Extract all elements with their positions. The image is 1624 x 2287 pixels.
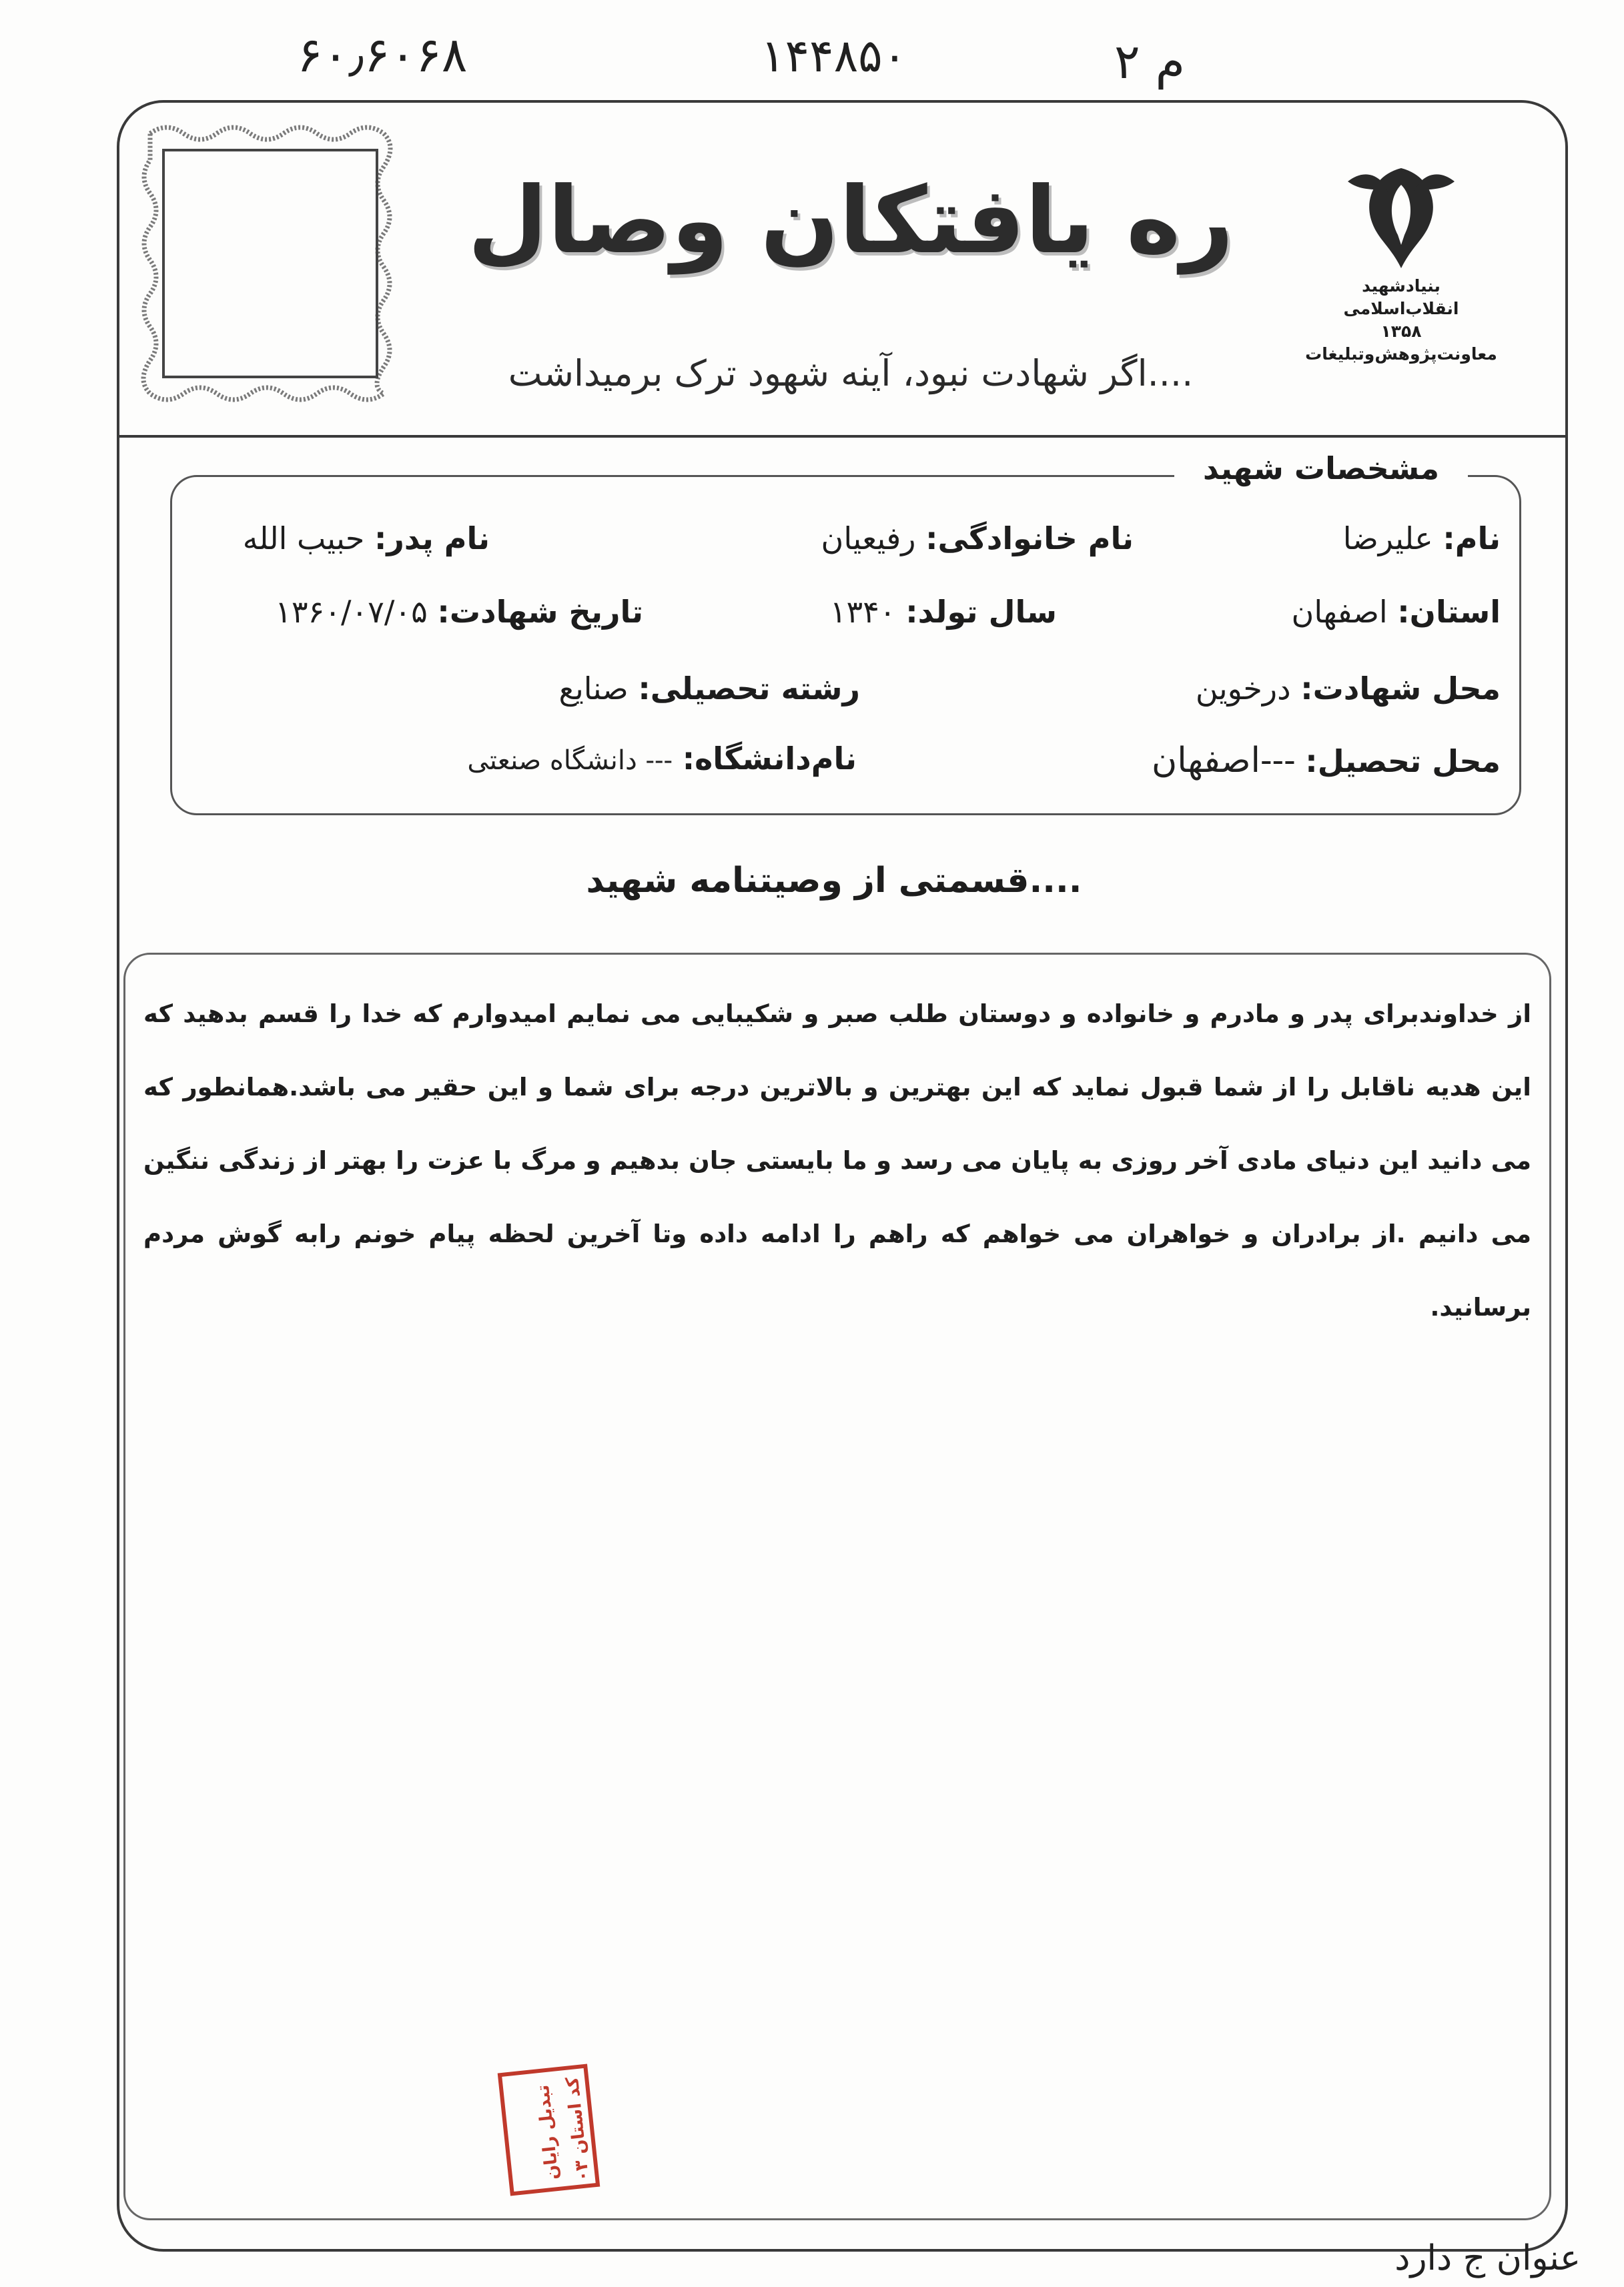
field-father-value: حبیب الله [242, 520, 365, 556]
field-father-label: نام پدر: [374, 520, 490, 556]
field-birth-year-label: سال تولد: [905, 594, 1057, 630]
handwritten-number-center: ۱۴۴۸۵۰ [761, 30, 907, 83]
field-province-value: اصفهان [1291, 594, 1388, 630]
field-study-place-label: محل تحصیل: [1305, 743, 1501, 779]
tulip-emblem-icon [1334, 155, 1468, 275]
photo-placeholder-frame [123, 113, 417, 414]
field-martyrdom-date-label: تاریخ شهادت: [437, 594, 643, 630]
field-study-place-value: ---اصفهان [1152, 741, 1296, 781]
stamp-line2: کد استان ۰۳ [562, 2076, 594, 2183]
logo-line1: بنیادشهید [1362, 276, 1441, 296]
field-birth-year [830, 594, 1057, 630]
field-field-of-study-label: رشته تحصیلی: [638, 670, 860, 707]
martyr-foundation-logo [1301, 155, 1501, 375]
header-divider [119, 435, 1566, 438]
handwritten-number-left: ۶۰٫۶۰۶۸ [297, 27, 468, 83]
field-field-of-study-value: صنایع [558, 670, 629, 707]
field-name-label: نام: [1443, 520, 1501, 556]
field-family-label: نام خانوادگی: [925, 520, 1134, 556]
will-text: از خداوندبرای پدر و مادرم و خانواده و دوستان طلب صبر و شکیبایی می نمایم امیدوارم که خدا را قسم بدهید که این هدیه ناقابل را از شما قبول نماید که این بهترین و بالاترین درجه برای شما و این حقیر می باشد.همانطور که می دانید این دنیای مادی آخر روزی به پایان می رسد و ما بایستی جان بدهیم و مرگ با عزت را بهتر از زندگی ننگین می دانیم .از برادران و خواهران می خواهم که راهم را ادامه داده وتا آخرین لحظه پیام خونم رابه گوش مردم برسانید. [143, 999, 1531, 1322]
field-name-value: علیرضا [1342, 520, 1433, 556]
logo-line3: معاونت‌پژوهش‌وتبلیغات [1305, 344, 1497, 364]
field-university-value: --- دانشگاه صنعتی [467, 745, 673, 776]
red-stamp [498, 2064, 600, 2196]
field-university-label: نام‌دانشگاه: [682, 741, 857, 777]
stamp-line1: تبدیل رایان [532, 2084, 563, 2181]
field-province [1292, 594, 1501, 630]
field-family [821, 520, 1134, 556]
field-martyrdom-date-value: ۱۳۶۰/۰۷/۰۵ [275, 594, 428, 630]
handwritten-mark-right: م ۲ [1114, 33, 1186, 89]
field-martyrdom-place-value: درخوین [1195, 670, 1291, 707]
document-subtitle: اگر شهادت نبود، آینه شهود ترک برمیداشت.... [508, 352, 1194, 394]
field-father [243, 520, 490, 556]
field-martyrdom-place-label: محل شهادت: [1300, 670, 1501, 707]
field-university [467, 741, 857, 777]
logo-year: ۱۳۵۸ [1380, 322, 1422, 341]
field-martyrdom-date [275, 594, 643, 630]
martyr-details-title: مشخصات شهید [1174, 450, 1468, 486]
handwritten-bottom-note: عنوان ج دارد [1394, 2238, 1581, 2278]
field-field-of-study [558, 670, 860, 707]
field-study-place [1152, 741, 1501, 781]
field-province-label: استان: [1397, 594, 1501, 630]
field-birth-year-value: ۱۳۴۰ [829, 594, 896, 630]
document-title: ره یافتکان وصال [468, 167, 1234, 274]
field-name [1343, 520, 1501, 556]
will-title: قسمتی از وصیتنامه شهید.... [586, 861, 1082, 901]
field-family-value: رفیعیان [821, 520, 916, 556]
logo-line2: انقلاب‌اسلامی [1343, 299, 1459, 318]
field-martyrdom-place [1196, 670, 1501, 707]
